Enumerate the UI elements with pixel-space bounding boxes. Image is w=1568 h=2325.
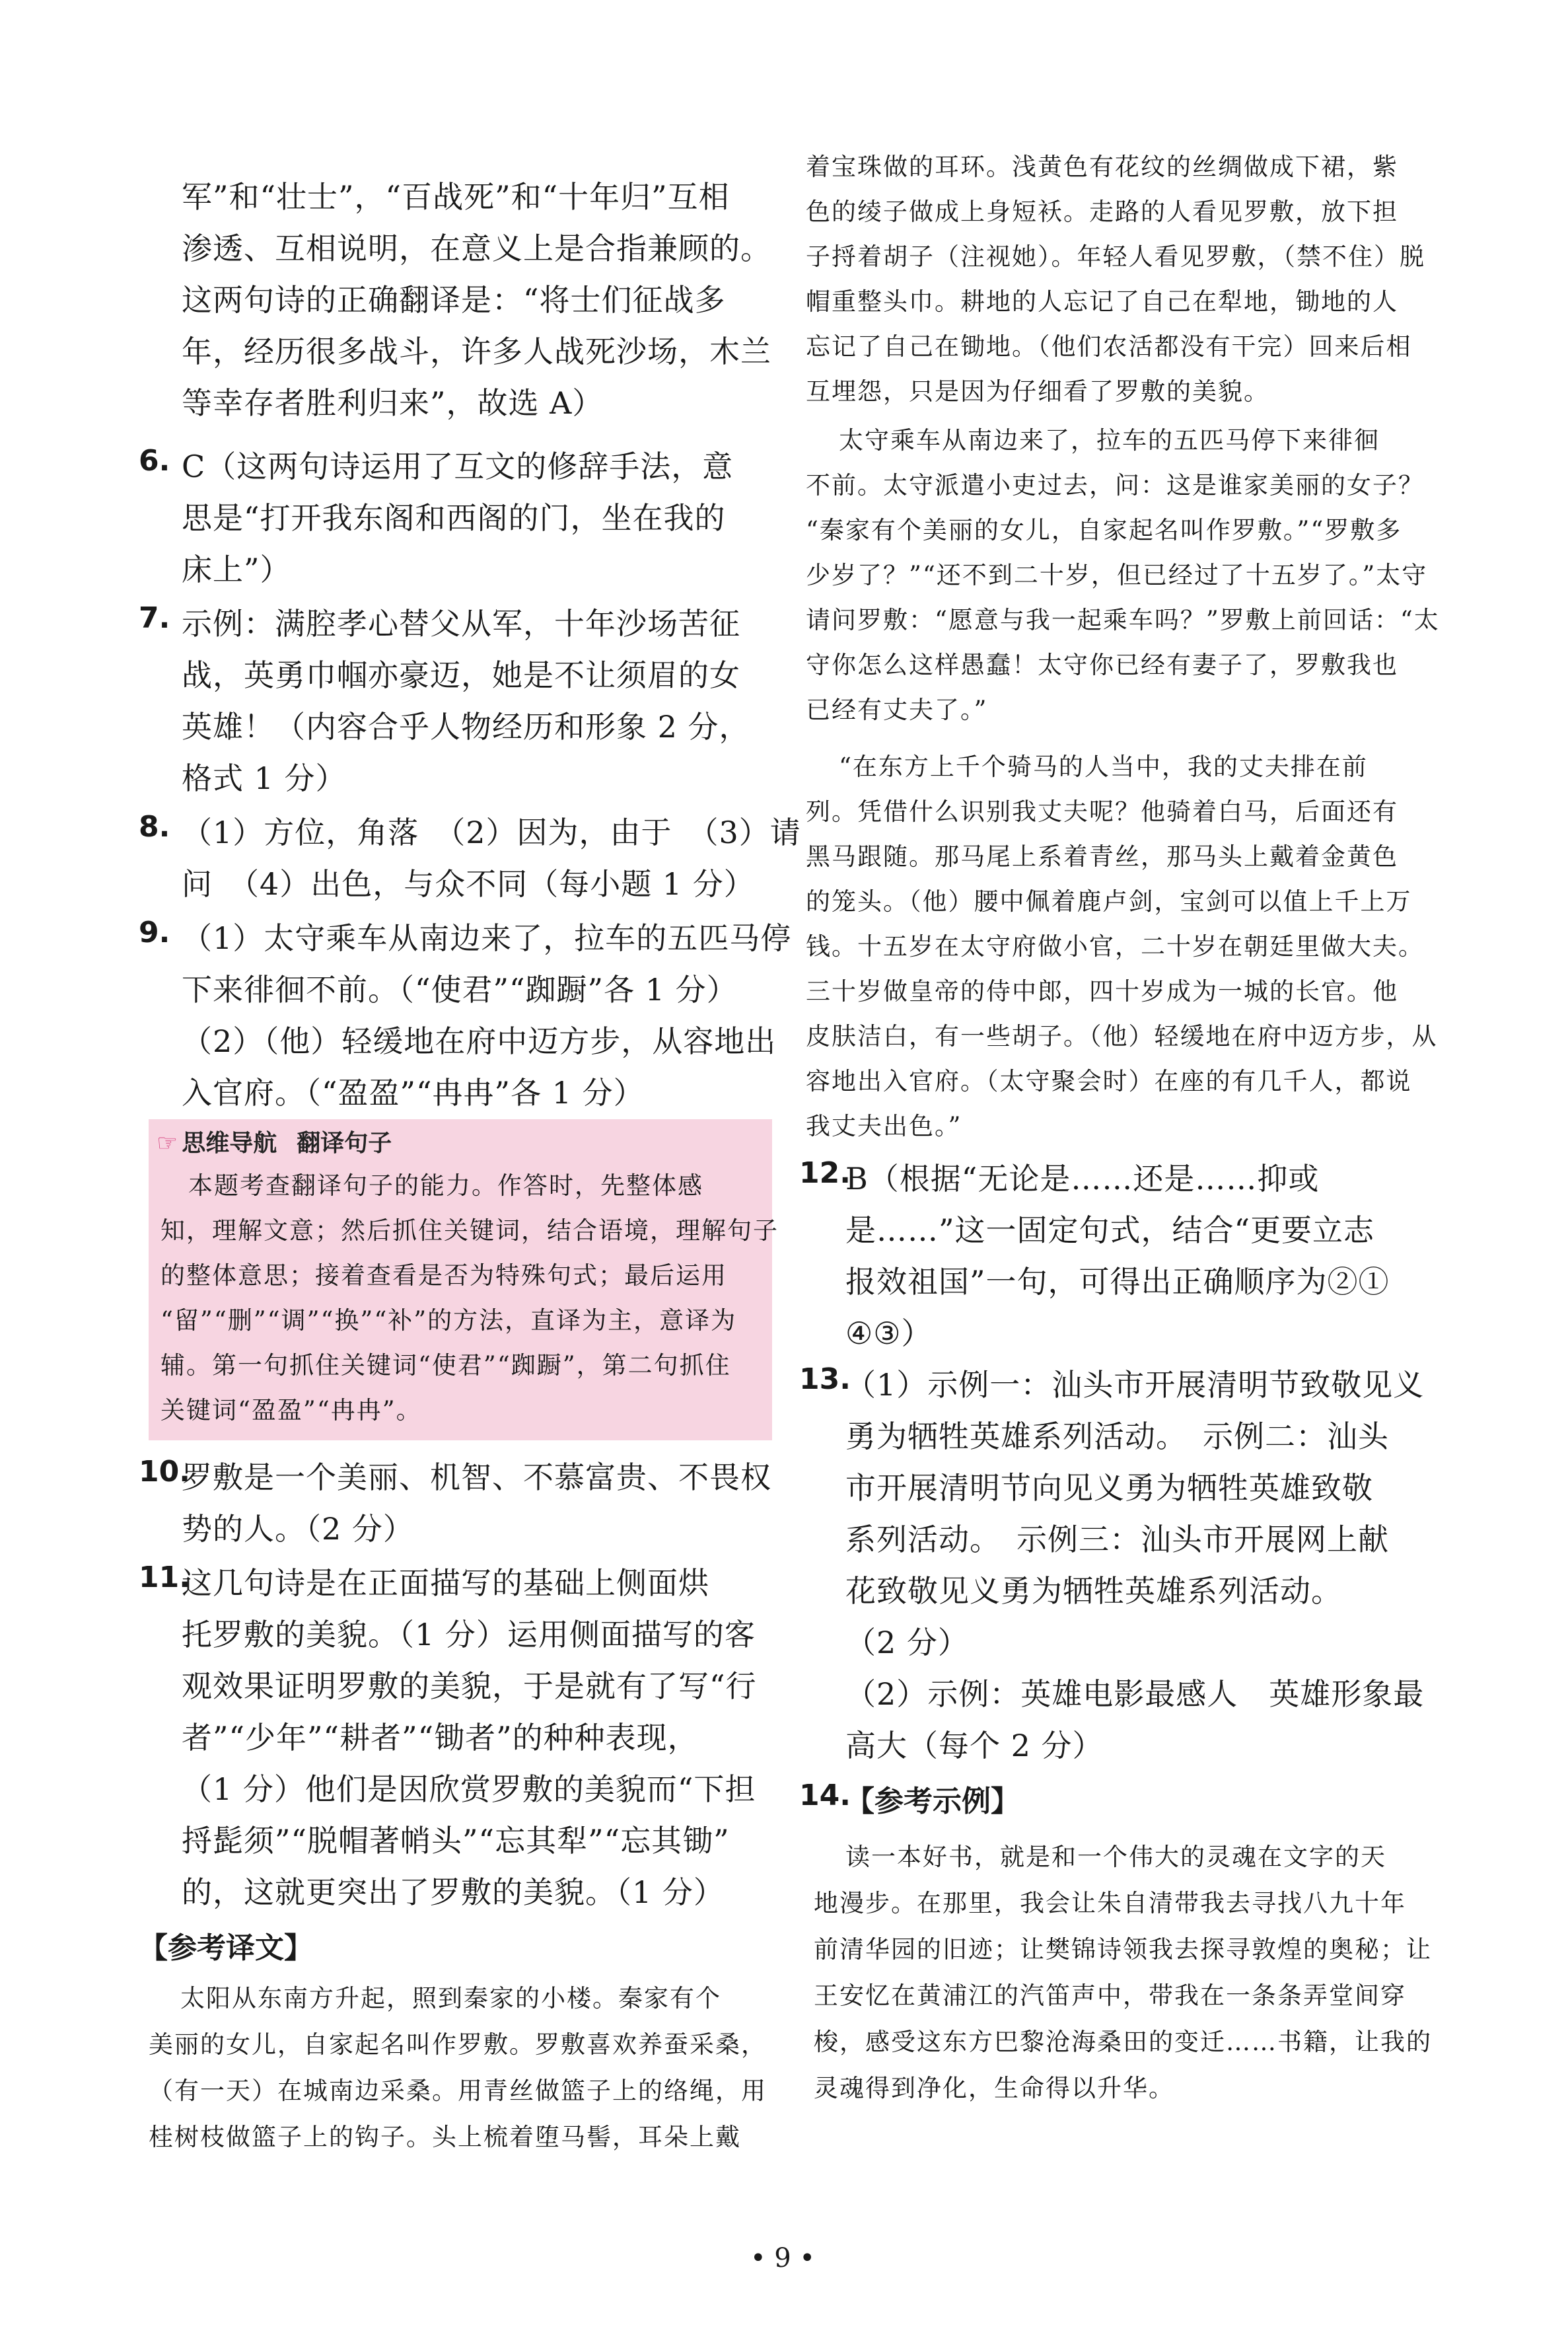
translation-line: 黑马跟随。那马尾上系着青丝，那马头上戴着金黄色 <box>806 842 1398 871</box>
answer-line: C（这两句诗运用了互文的修辞手法，意 <box>182 449 734 484</box>
answer-line: 报效祖国”一句，可得出正确顺序为②① <box>845 1264 1390 1300</box>
text-line: 年，经历很多战斗，许多人战死沙场，木兰 <box>182 334 771 369</box>
translation-line: 着宝珠做的耳环。浅黄色有花纹的丝绸做成下裙，紫 <box>806 153 1398 181</box>
answer-line: 勇为牺牲英雄系列活动。 示例二：汕头 <box>845 1419 1389 1454</box>
guide-text-line: 本题考查翻译句子的能力。作答时，先整体感 <box>188 1171 703 1200</box>
translation-line: 列。凭借什么识别我丈夫呢？他骑着白马，后面还有 <box>806 797 1398 826</box>
reference-example-heading: 【参考示例】 <box>845 1785 1020 1818</box>
guide-text-line: “留”“删”“调”“换”“补”的方法，直译为主，意译为 <box>160 1306 737 1335</box>
translation-line: 桂树枝做篮子上的钩子。头上梳着堕马髻，耳朵上戴 <box>149 2123 741 2151</box>
question-number-8: 8. <box>139 810 170 844</box>
answer-line: 下来徘徊不前。（“使君”“踟蹰”各 1 分） <box>182 972 738 1008</box>
answer-line: 英雄！（内容合乎人物经历和形象 2 分， <box>182 709 750 745</box>
translation-line: 忘记了自己在锄地。（他们农活都没有干完）回来后相 <box>806 332 1412 361</box>
thinking-guide-box <box>149 1119 779 1440</box>
question-number-9: 9. <box>139 916 170 949</box>
answer-line: （2）示例：英雄电影最感人 英雄形象最 <box>845 1676 1425 1712</box>
translation-line: “在东方上千个骑马的人当中，我的丈夫排在前 <box>839 753 1368 781</box>
example-line: 地漫步。在那里，我会让朱自清带我去寻找八九十年 <box>814 1889 1406 1917</box>
translation-line: 子捋着胡子（注视她）。年轻人看见罗敷，（禁不住）脱 <box>806 242 1425 271</box>
answer-line: 系列活动。 示例三：汕头市开展网上献 <box>845 1522 1389 1557</box>
answer-line: 是……”这一固定句式，结合“更要立志 <box>845 1212 1375 1248</box>
translation-line: 帽重整头巾。耕地的人忘记了自己在犁地，锄地的人 <box>806 287 1398 316</box>
guide-text-line: 知，理解文意；然后抓住关键词，结合语境，理解句子 <box>160 1216 779 1245</box>
question-number-12: 12. <box>799 1156 851 1190</box>
translation-line: 钱。十五岁在太守府做小官，二十岁在朝廷里做大夫。 <box>806 932 1424 961</box>
answer-line: 入官府。（“盈盈”“冉冉”各 1 分） <box>182 1075 645 1111</box>
text-line: 这两句诗的正确翻译是：“将士们征战多 <box>182 282 726 318</box>
answer-line: （1 分）他们是因欣赏罗敷的美貌而“下担 <box>182 1771 756 1807</box>
example-line: 梭，感受这东方巴黎沧海桑田的变迁……书籍，让我的 <box>814 2028 1432 2056</box>
translation-line: 太阳从东南方升起，照到秦家的小楼。秦家有个 <box>180 1984 721 2012</box>
translation-line: 色的绫子做成上身短袄。走路的人看见罗敷，放下担 <box>806 198 1398 226</box>
question-number-11: 11. <box>139 1561 190 1594</box>
answer-line: （1）示例一：汕头市开展清明节致敬见义 <box>845 1367 1425 1403</box>
answer-line: 床上”） <box>182 552 291 587</box>
question-number-14: 14. <box>799 1779 851 1812</box>
page-number: • 9 • <box>750 2243 816 2273</box>
answer-line: 示例：满腔孝心替父从军，十年沙场苦征 <box>182 606 740 642</box>
answer-line: （1）方位，角落 （2）因为，由于 （3）请 <box>182 815 801 850</box>
translation-line: 太守乘车从南边来了，拉车的五匹马停下来徘徊 <box>839 426 1380 455</box>
answer-line: 格式 1 分） <box>182 760 347 796</box>
thumbs-up-icon: ☞ <box>157 1130 178 1157</box>
translation-line: 三十岁做皇帝的侍中郎，四十岁成为一城的长官。他 <box>806 977 1398 1006</box>
question-number-6: 6. <box>139 444 170 478</box>
translation-line: 美丽的女儿，自家起名叫作罗敷。罗敷喜欢养蚕采桑， <box>149 2030 767 2059</box>
example-line: 前清华园的旧迹；让樊锦诗领我去探寻敦煌的奥秘；让 <box>814 1935 1432 1964</box>
question-number-7: 7. <box>139 601 170 635</box>
guide-text-line: 辅。第一句抓住关键词“使君”“踟蹰”，第二句抓住 <box>160 1351 731 1380</box>
text-line: 渗透、互相说明，在意义上是合指兼顾的。 <box>182 231 771 266</box>
translation-line: 已经有丈夫了。” <box>806 696 988 724</box>
translation-line: 互埋怨，只是因为仔细看了罗敷的美貌。 <box>806 377 1269 406</box>
answer-line: ④③） <box>845 1315 933 1351</box>
guide-text-line: 关键词“盈盈”“冉冉”。 <box>160 1396 422 1424</box>
answer-line: （2）（他）轻缓地在府中迈方步，从容地出 <box>182 1023 777 1059</box>
answer-line: （2 分） <box>845 1625 969 1660</box>
answer-line: 者”“少年”“耕者”“锄者”的种种表现， <box>182 1720 699 1755</box>
answer-line: 托罗敷的美貌。（1 分）运用侧面描写的客 <box>182 1617 756 1652</box>
answer-line: 花致敬见义勇为牺牲英雄系列活动。 <box>845 1573 1342 1609</box>
answer-line: 这几句诗是在正面描写的基础上侧面烘 <box>182 1565 709 1601</box>
example-line: 王安忆在黄浦江的汽笛声中，带我在一条条弄堂间穿 <box>814 1981 1406 2010</box>
guide-text-line: 的整体意思；接着查看是否为特殊句式；最后运用 <box>160 1261 727 1290</box>
translation-line: “秦家有个美丽的女儿，自家起名叫作罗敷。”“罗敷多 <box>806 516 1402 544</box>
translation-line: 皮肤洁白，有一些胡子。（他）轻缓地在府中迈方步，从 <box>806 1022 1438 1051</box>
answer-line: 市开展清明节向见义勇为牺牲英雄致敬 <box>845 1470 1373 1506</box>
translation-line: 不前。太守派遣小吏过去，问：这是谁家美丽的女子？ <box>806 471 1424 499</box>
answer-line: 的，这就更突出了罗敷的美貌。（1 分） <box>182 1874 725 1910</box>
answer-line: 思是“打开我东阁和西阁的门，坐在我的 <box>182 500 726 536</box>
text-line: 军”和“壮士”，“百战死”和“十年归”互相 <box>182 179 730 215</box>
answer-line: 问 （4）出色，与众不同（每小题 1 分） <box>182 866 755 902</box>
answer-line: 观效果证明罗敷的美貌，于是就有了写“行 <box>182 1668 757 1704</box>
translation-line: （有一天）在城南边采桑。用青丝做篮子上的络绳，用 <box>149 2077 767 2105</box>
translation-line: 守你怎么这样愚蠢！太守你已经有妻子了，罗敷我也 <box>806 651 1398 679</box>
example-line: 灵魂得到净化，生命得以升华。 <box>814 2074 1174 2102</box>
answer-line: 捋髭须”“脱帽著帩头”“忘其犁”“忘其锄” <box>182 1823 730 1859</box>
reference-translation-heading: 【参考译文】 <box>139 1931 313 1965</box>
question-number-13: 13. <box>799 1362 851 1396</box>
translation-line: 的笼头。（他）腰中佩着鹿卢剑，宝剑可以值上千上万 <box>806 887 1412 916</box>
answer-line: 高大（每个 2 分） <box>845 1728 1104 1763</box>
question-number-10: 10. <box>139 1455 190 1489</box>
answer-line: B（根据“无论是……还是……抑或 <box>845 1161 1320 1197</box>
text-line: 等幸存者胜利归来”，故选 A） <box>182 385 604 421</box>
translation-line: 容地出入官府。（太守聚会时）在座的有几千人，都说 <box>806 1067 1412 1095</box>
guide-box-title: ☞ 思维导航 翻译句子 <box>157 1130 392 1157</box>
example-line: 读一本好书，就是和一个伟大的灵魂在文字的天 <box>845 1843 1386 1871</box>
translation-line: 少岁了？”“还不到二十岁，但已经过了十五岁了。”太守 <box>806 561 1428 589</box>
answer-line: 战，英勇巾帼亦豪迈，她是不让须眉的女 <box>182 657 740 693</box>
answer-line: 势的人。（2 分） <box>182 1511 414 1547</box>
translation-line: 请问罗敷：“愿意与我一起乘车吗？”罗敷上前回话：“太 <box>806 606 1440 634</box>
answer-line: 罗敷是一个美丽、机智、不慕富贵、不畏权 <box>182 1459 771 1495</box>
translation-line: 我丈夫出色。” <box>806 1112 962 1140</box>
answer-line: （1）太守乘车从南边来了，拉车的五匹马停 <box>182 920 792 956</box>
